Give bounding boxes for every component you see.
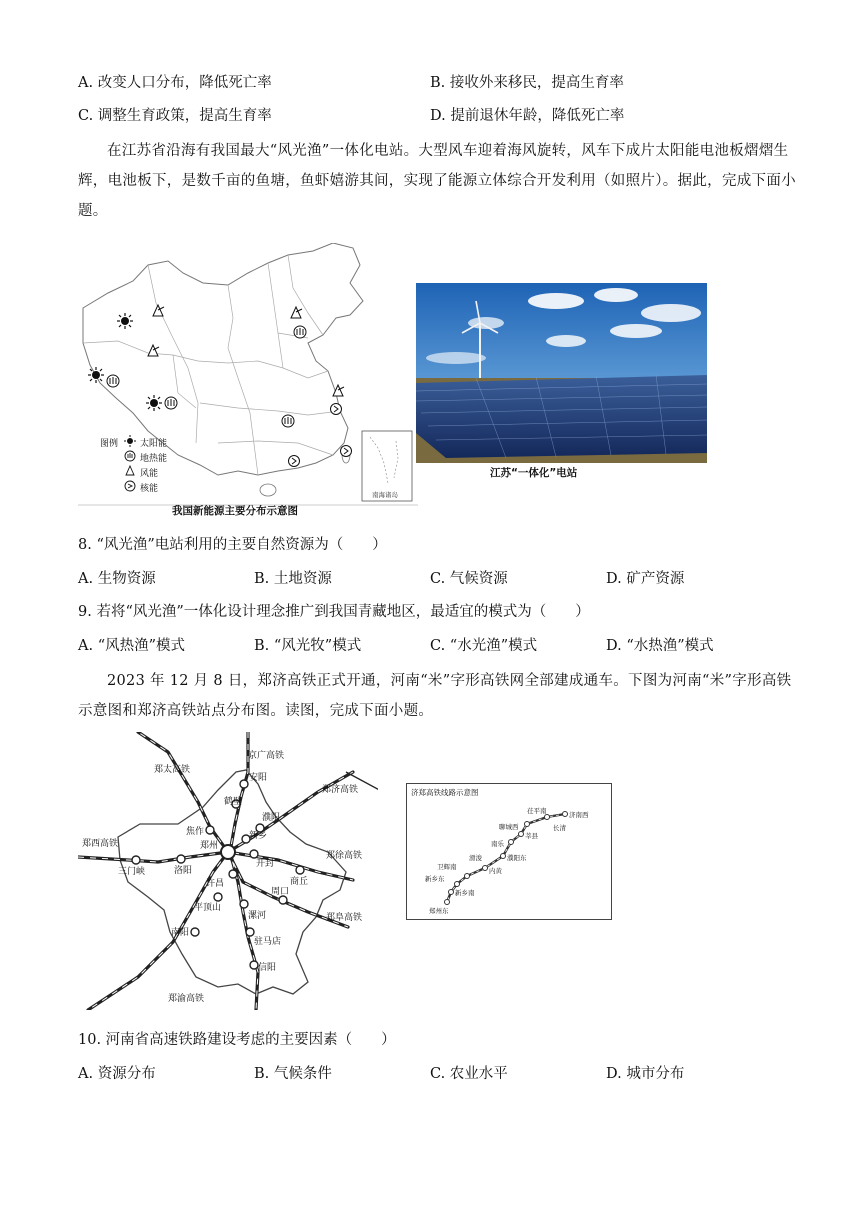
station-xinyang xyxy=(250,961,258,969)
city-label-hebi: 鹤壁 xyxy=(224,797,243,807)
city-label-shangqiu: 商丘 xyxy=(290,877,309,887)
city-label-sanmenxia: 三门峡 xyxy=(118,867,146,877)
station-photo xyxy=(416,283,707,463)
legend-wind-icon xyxy=(126,466,134,475)
legend-sun-icon xyxy=(124,435,136,447)
inset-station-xinxiangnan: 新乡南 xyxy=(455,889,475,897)
q8-stem: 8. “风光渔”电站利用的主要自然资源为（ ） xyxy=(78,537,387,553)
station-xuchang xyxy=(229,870,237,878)
station-luoyang xyxy=(177,855,185,863)
station-sanmenxia xyxy=(132,856,140,864)
q9-option-a: A. “风热渔”模式 xyxy=(78,638,186,654)
inset-station-xinxiangdong: 新乡东 xyxy=(425,875,445,883)
q10-option-a: A. 资源分布 xyxy=(78,1066,156,1082)
line-label-zhengxu: 郑徐高铁 xyxy=(326,851,363,861)
inset-station-changqing: 长清 xyxy=(553,824,566,832)
station-zhumadian xyxy=(246,928,254,936)
line-label-zhengtai: 郑太高铁 xyxy=(154,765,191,775)
nuclear-icon xyxy=(331,404,342,415)
geothermal-icon xyxy=(165,397,177,409)
q9-stem: 9. 若将“风光渔”一体化设计理念推广到我国青藏地区，最适宜的模式为（ ） xyxy=(78,604,590,620)
sun-icon xyxy=(88,367,104,383)
sun-icon xyxy=(117,313,133,329)
legend-nuclear-icon xyxy=(125,481,135,491)
inset-station-huaxun: 滑浚 xyxy=(469,854,482,862)
q7-option-d: D. 提前退休年龄，降低死亡率 xyxy=(430,108,625,124)
line-label-jingguang: 京广高铁 xyxy=(248,751,285,761)
q10-option-c: C. 农业水平 xyxy=(430,1066,508,1082)
city-label-xinxiang: 新乡 xyxy=(249,831,268,841)
city-label-pingdingshan: 平顶山 xyxy=(194,903,222,913)
city-label-luohe: 漯河 xyxy=(248,911,267,921)
line-label-zhengyu: 郑渝高铁 xyxy=(168,994,205,1004)
station-jiaozuo xyxy=(206,826,214,834)
station-zhengzhou xyxy=(221,845,235,859)
city-label-zhoukou: 周口 xyxy=(271,887,290,897)
station-luohe xyxy=(240,900,248,908)
q8-option-b: B. 土地资源 xyxy=(254,571,332,587)
q7-option-a: A. 改变人口分布，降低死亡率 xyxy=(78,75,272,91)
city-label-puyang: 濮阳 xyxy=(262,813,281,823)
map1-caption: 我国新能源主要分布示意图 xyxy=(172,505,298,517)
city-label-zhengzhou: 郑州 xyxy=(200,841,219,851)
line-label-zhengfu: 郑阜高铁 xyxy=(326,913,363,923)
q9-option-d: D. “水热渔”模式 xyxy=(606,638,714,654)
geothermal-icon xyxy=(282,415,294,427)
city-label-anyang: 安阳 xyxy=(249,773,268,783)
henan-rail-map xyxy=(78,732,378,1010)
nuclear-icon xyxy=(341,446,352,457)
line-label-zhengji: 郑济高铁 xyxy=(322,785,359,795)
china-outline-map xyxy=(78,243,418,518)
q10-stem: 10. 河南省高速铁路建设考虑的主要因素（ ） xyxy=(78,1032,396,1048)
inset-station-zhengzhoudong: 郑州东 xyxy=(429,907,449,915)
city-label-xuchang: 许昌 xyxy=(206,879,225,889)
city-label-kaifeng: 开封 xyxy=(256,859,275,869)
inset-station-jinanxi: 济南西 xyxy=(569,811,589,819)
inset-title: 济郑高铁线路示意图 xyxy=(411,788,479,797)
geothermal-icon xyxy=(294,326,306,338)
nuclear-icon xyxy=(289,456,300,467)
q9-option-b: B. “风光牧”模式 xyxy=(254,638,362,654)
q9-option-c: C. “水光渔”模式 xyxy=(430,638,538,654)
legend-nuclear-label: 核能 xyxy=(140,484,159,494)
line-label-zhengxi: 郑西高铁 xyxy=(82,839,119,849)
q7-option-c: C. 调整生育政策，提高生育率 xyxy=(78,108,272,124)
sun-icon xyxy=(146,395,162,411)
station-anyang xyxy=(240,780,248,788)
city-label-luoyang: 洛阳 xyxy=(174,866,193,876)
inset-station-neihuang: 内黄 xyxy=(489,867,502,875)
legend-geothermal-icon xyxy=(125,451,135,461)
photo-caption: 江苏“一体化”电站 xyxy=(490,467,578,479)
q10-option-b: B. 气候条件 xyxy=(254,1066,332,1082)
q10-option-d: D. 城市分布 xyxy=(606,1066,685,1082)
geothermal-icon xyxy=(107,375,119,387)
inset-station-liaochengxi: 聊城西 xyxy=(499,823,519,831)
q8-option-d: D. 矿产资源 xyxy=(606,571,685,587)
inset-station-chipingnan: 茌平南 xyxy=(527,807,547,815)
city-label-nanyang: 南阳 xyxy=(171,928,190,938)
new-energy-map xyxy=(78,243,418,518)
legend-geothermal-label: 地热能 xyxy=(140,454,168,464)
inset-station-shenxian: 莘县 xyxy=(525,832,538,840)
intro-paragraph-rail: 2023 年 12 月 8 日，郑济高铁正式开通，河南“米”字形高铁网全部建成通车。下图为河南“米”字形高铁示意图和郑济高铁站点分布图。读图，完成下面小题。 xyxy=(78,673,792,719)
inset-label: 南海诸岛 xyxy=(372,491,398,499)
legend-solar-label: 太阳能 xyxy=(140,439,168,449)
station-nanyang xyxy=(191,928,199,936)
q7-option-b: B. 接收外来移民，提高生育率 xyxy=(430,75,624,91)
city-label-xinyang: 信阳 xyxy=(258,963,277,973)
city-label-jiaozuo: 焦作 xyxy=(186,827,205,837)
city-label-zhumadian: 驻马店 xyxy=(254,937,282,947)
q8-option-a: A. 生物资源 xyxy=(78,571,156,587)
intro-paragraph-wind: 在江苏省沿海有我国最大“风光渔”一体化电站。大型风车迎着海风旋转，风车下成片太阳能电池板熠熠生辉，电池板下，是数千亩的鱼塘，鱼虾嬉游其间，实现了能源立体综合开发利用（如照片）。据此，完成下面小题。 xyxy=(78,143,796,219)
legend-wind-label: 风能 xyxy=(140,469,159,479)
legend-title: 图例 xyxy=(100,439,119,449)
station-shangqiu xyxy=(296,866,304,874)
inset-station-puyangdong: 濮阳东 xyxy=(507,854,527,862)
q8-option-c: C. 气候资源 xyxy=(430,571,508,587)
station-zhoukou xyxy=(279,896,287,904)
jizheng-inset xyxy=(406,783,612,920)
inset-station-nanle: 南乐 xyxy=(491,840,504,848)
inset-station-weihuinan: 卫辉南 xyxy=(437,863,457,871)
